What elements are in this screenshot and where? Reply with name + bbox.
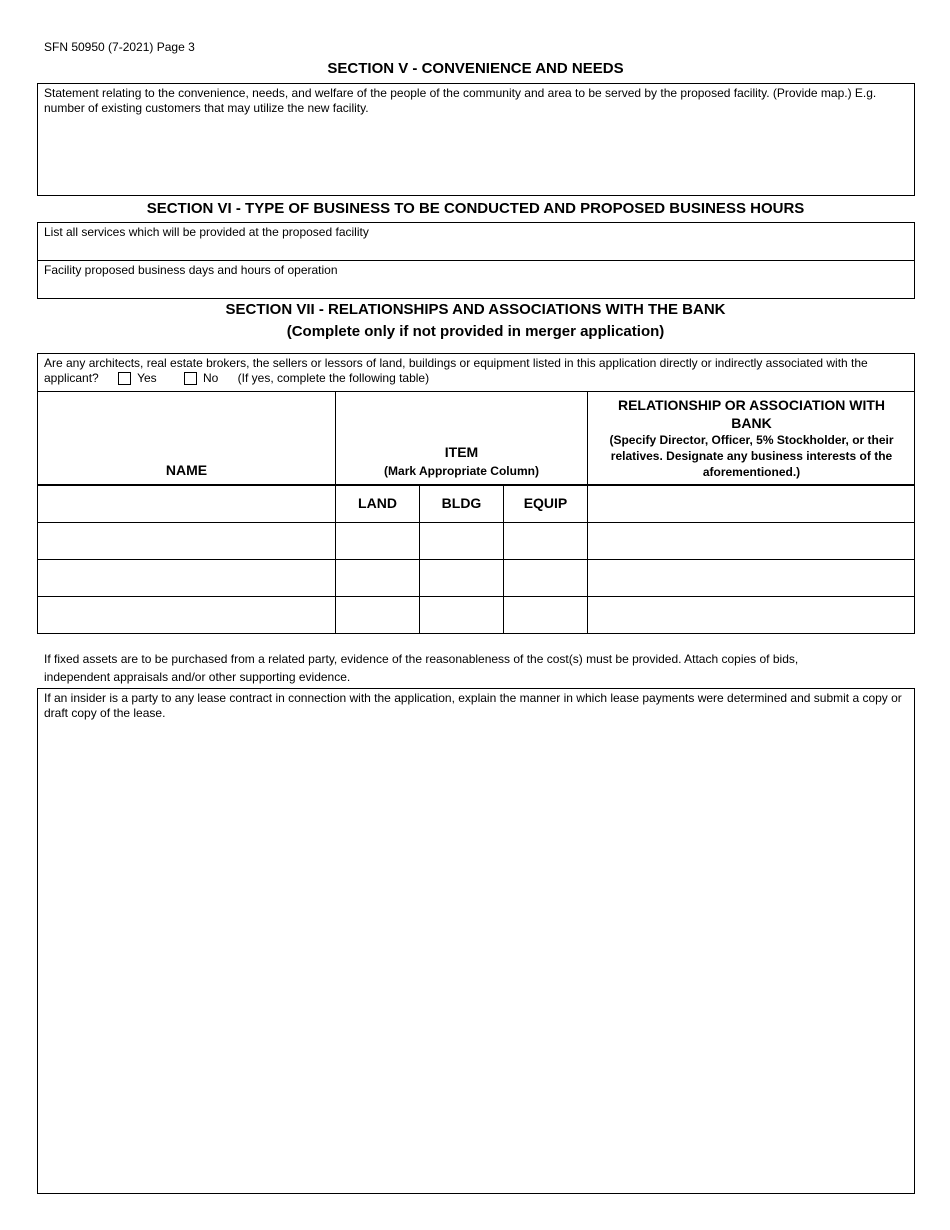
equip-cell[interactable] xyxy=(504,560,588,597)
form-id: SFN 50950 (7-2021) Page 3 xyxy=(44,40,195,54)
relationship-cell[interactable] xyxy=(588,597,915,633)
land-cell[interactable] xyxy=(336,523,420,560)
hours-field[interactable] xyxy=(38,261,914,301)
yes-label: Yes xyxy=(137,371,157,385)
bldg-column-header: BLDG xyxy=(420,486,504,523)
item-subheader-label: (Mark Appropriate Column) xyxy=(384,464,539,478)
section-7-title: SECTION VII - RELATIONSHIPS AND ASSOCIATIONS WITH THE BANK xyxy=(225,301,726,318)
lease-explanation-label: If an insider is a party to any lease contract in connection with the application, explain the manner in which lease payments were determined and submit a copy or draft copy of the lease. xyxy=(44,691,902,720)
name-cell[interactable] xyxy=(38,523,336,560)
section-7-subtitle: (Complete only if not provided in merger application) xyxy=(286,323,665,340)
relationship-cell[interactable] xyxy=(588,523,915,560)
name-header-label: NAME xyxy=(165,462,208,478)
association-question: Are any architects, real estate brokers, the sellers or lessors of land, buildings or equipment listed in this application directly or indirectly associated with the applicant? xyxy=(44,356,868,385)
association-question-row xyxy=(38,354,914,396)
section-5-title: SECTION V - CONVENIENCE AND NEEDS xyxy=(327,60,624,77)
services-field[interactable] xyxy=(38,223,914,264)
bldg-cell[interactable] xyxy=(420,597,504,633)
yes-checkbox[interactable] xyxy=(118,372,131,385)
hours-label: Facility proposed business days and hours of operation xyxy=(44,263,338,277)
section-6-title: SECTION VI - TYPE OF BUSINESS TO BE CONDUCTED AND PROPOSED BUSINESS HOURS xyxy=(146,200,805,217)
services-label: List all services which will be provided at the proposed facility xyxy=(44,225,369,239)
relationship-header-label: RELATIONSHIP OR ASSOCIATION WITH BANK xyxy=(617,397,886,431)
item-column-header xyxy=(336,392,588,486)
relationship-cell[interactable] xyxy=(588,560,915,597)
land-cell[interactable] xyxy=(336,560,420,597)
land-cell[interactable] xyxy=(336,597,420,633)
yes-note: (If yes, complete the following table) xyxy=(237,371,430,385)
bldg-cell[interactable] xyxy=(420,523,504,560)
business-type-box xyxy=(37,222,915,299)
land-column-header: LAND xyxy=(336,486,420,523)
relationships-table xyxy=(37,353,915,634)
name-column-header xyxy=(38,392,336,486)
equip-column-header: EQUIP xyxy=(504,486,588,523)
bldg-cell[interactable] xyxy=(420,560,504,597)
relationship-column-header xyxy=(588,392,915,486)
fixed-assets-note: If fixed assets are to be purchased from a related party, evidence of the reasonableness of the cost(s) must be provided. Attach copies of bids, independent appraisals and/or other supporting evidence. xyxy=(44,652,799,684)
convenience-needs-label: Statement relating to the convenience, needs, and welfare of the people of the community and area to be served by the proposed facility. (Provide map.) E.g. number of existing customers that may utilize the new facility. xyxy=(44,86,877,115)
equip-cell[interactable] xyxy=(504,597,588,633)
name-cell[interactable] xyxy=(38,560,336,597)
relationship-cell[interactable] xyxy=(588,486,915,523)
item-header-label: ITEM xyxy=(444,444,479,460)
lease-explanation-box[interactable] xyxy=(37,688,915,1194)
convenience-needs-box[interactable] xyxy=(37,83,915,196)
no-checkbox[interactable] xyxy=(184,372,197,385)
no-label: No xyxy=(202,371,219,385)
equip-cell[interactable] xyxy=(504,523,588,560)
name-cell[interactable] xyxy=(38,597,336,633)
relationship-subheader-label: (Specify Director, Officer, 5% Stockholder, or their relatives. Designate any business interests of the aforementioned.) xyxy=(609,433,894,479)
name-cell[interactable] xyxy=(38,486,336,523)
